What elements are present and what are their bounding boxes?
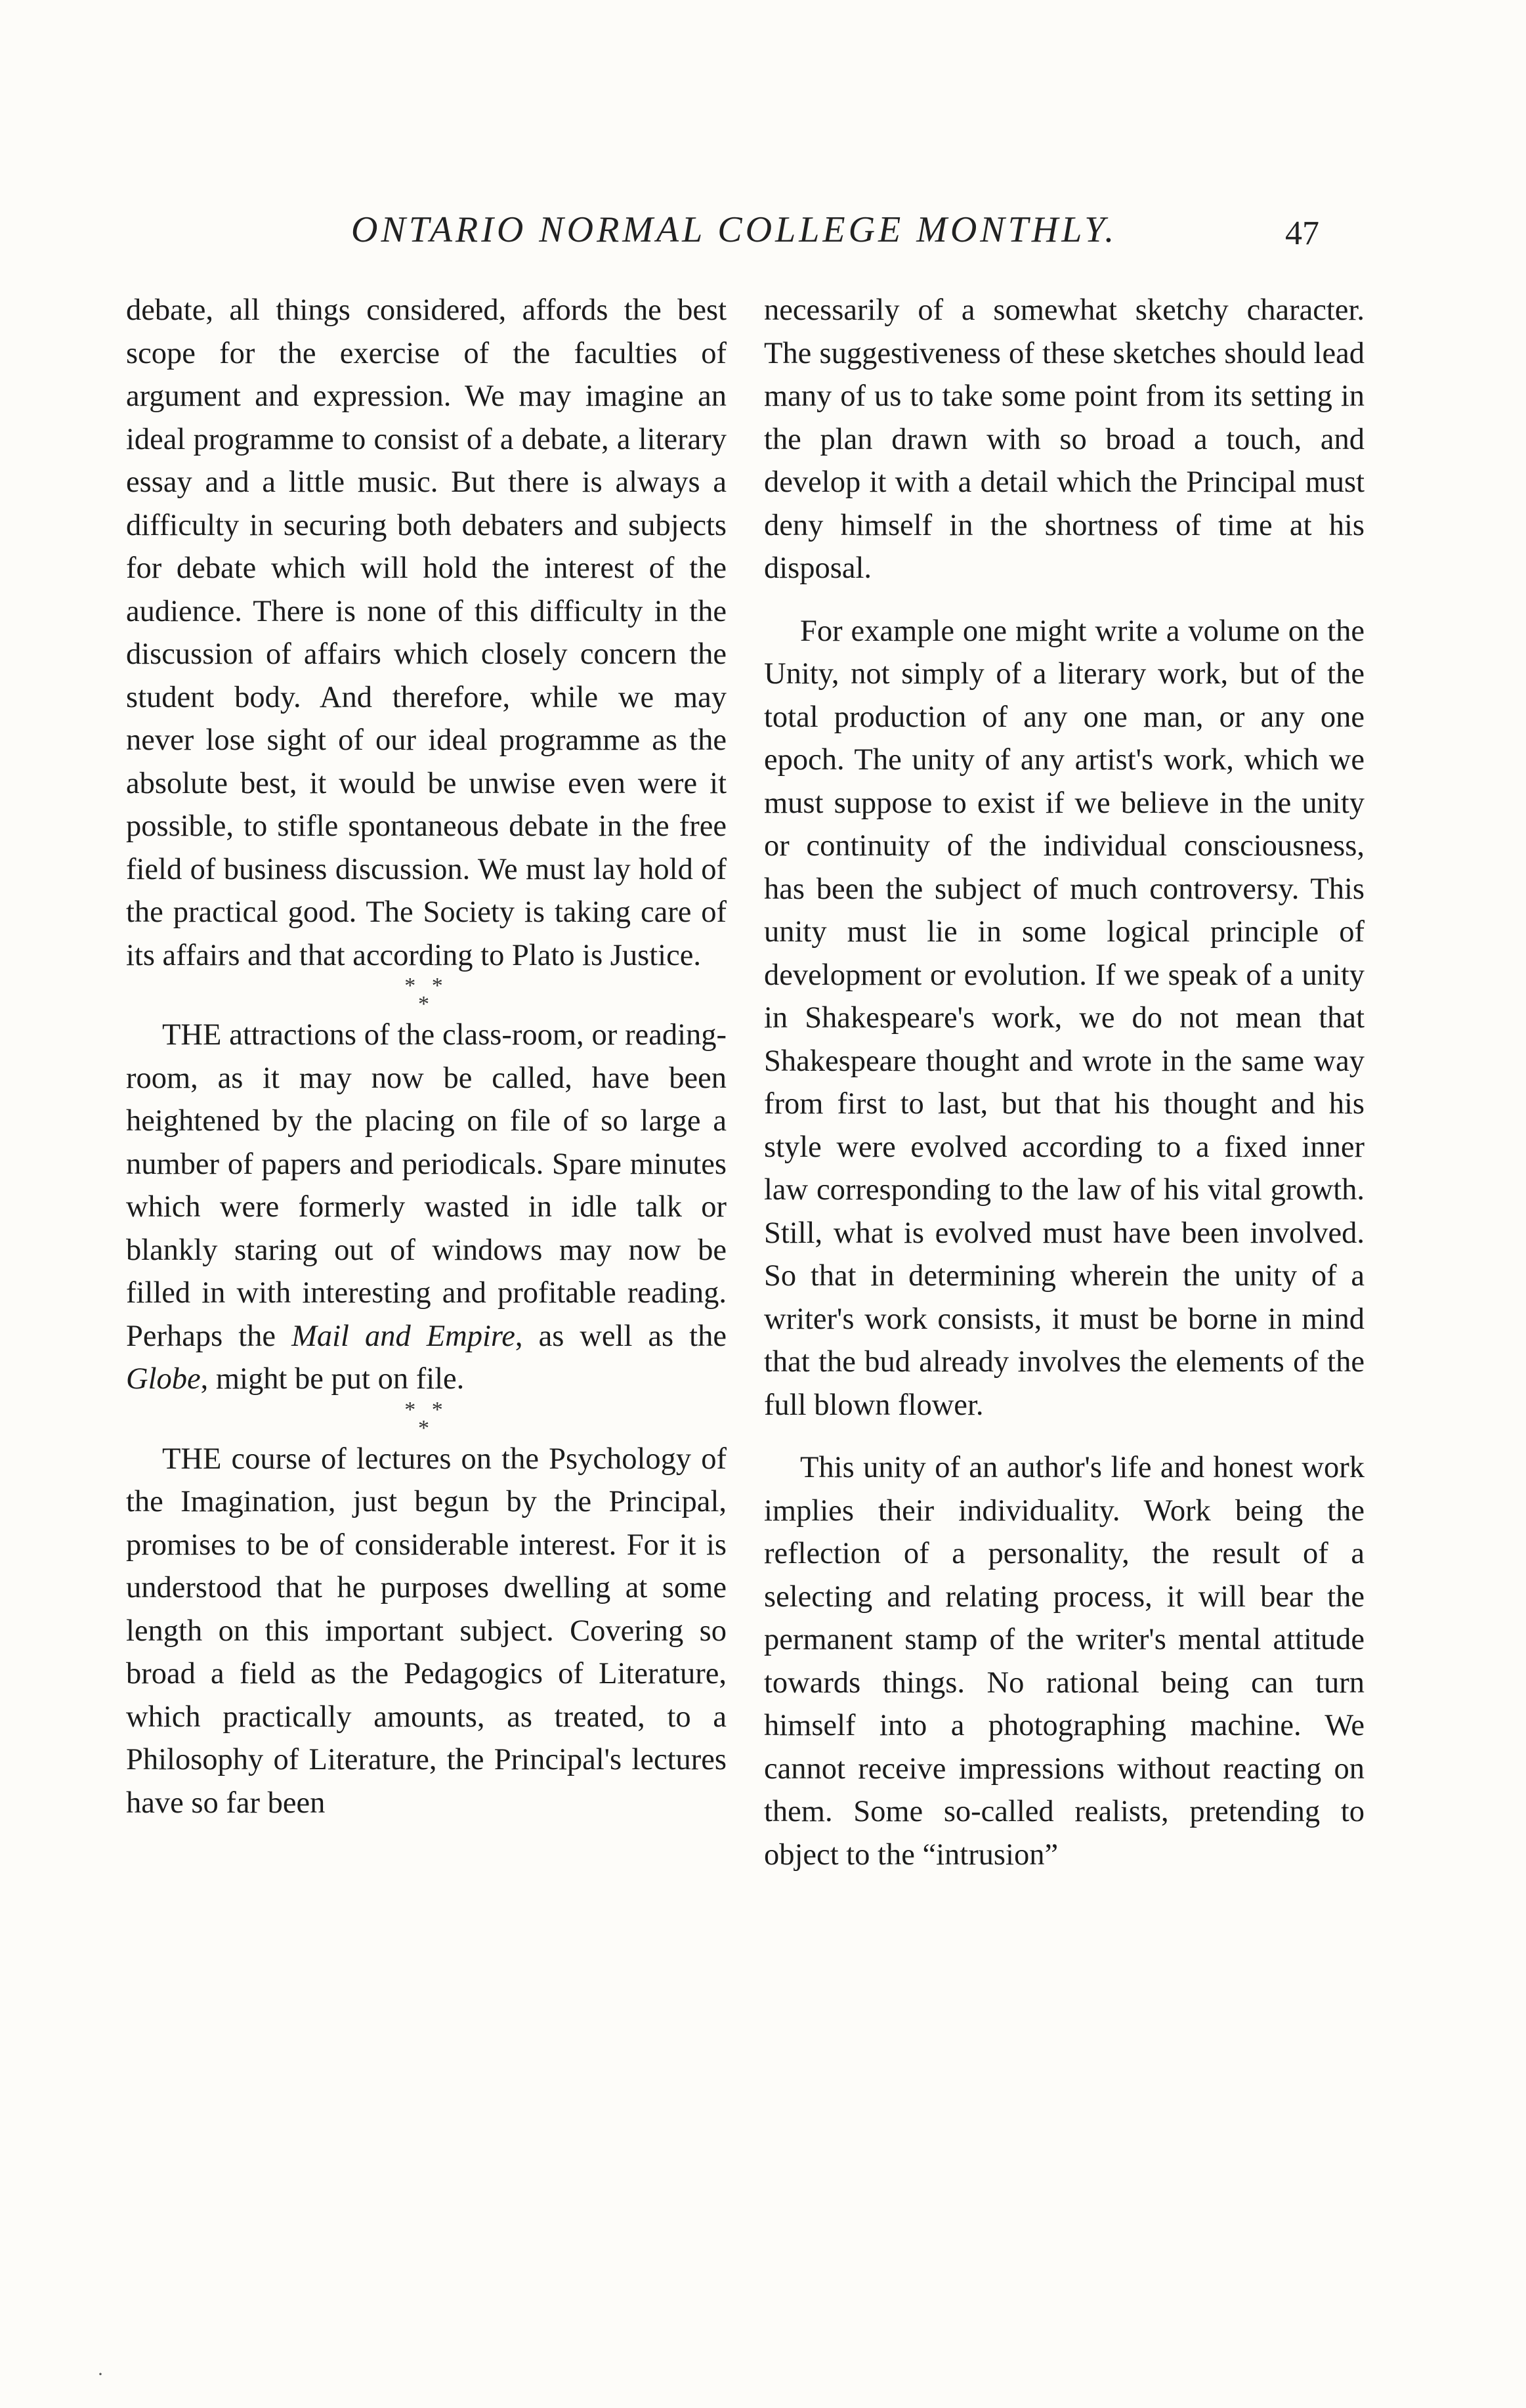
paragraph-debate: debate, all things considered, affords the best scope for the exercise of the faculties of argument and expression. We may imagine an ideal programme to consist of a debate, a literary essay and a little music. But there is always a difficulty in securing both debaters and subjects for debate which will hold the interest of the audience. There is none of this difficulty in the discussion of affairs which closely concern the student body. And therefore, while we may never lose sight of our ideal programme as the absolute best, it would be unwise even were it possible, to stifle spontaneous debate in the free field of business discussion. We must lay hold of the practical good. The Society is taking care of its affairs and that according to Plato is Justice.	[126, 293, 727, 972]
paragraph-sketches: necessarily of a somewhat sketchy character. The suggestiveness of these sketches should lead many of us to take some point from its setting in the plan drawn with so broad a touch, and develop it with a detail which the Principal must deny himself in the shortness of time at his disposal.	[764, 293, 1365, 585]
running-title: ONTARIO NORMAL COLLEGE MONTHLY.	[351, 209, 1118, 250]
paragraph-text: course of lectures on the Psychology of the Imagination, just begun by the Principal, promises to be of considerable interest. For it is understood that he purposes dwelling at some length on this important subject. Covering so broad a field as the Pedagogics of Literature, which practically amounts, as treated, to a Philosophy of Literature, the Principal's lectures have so far been	[126, 1442, 727, 1820]
paragraph-reading-room	[126, 1014, 727, 1401]
page-number: 47	[1285, 215, 1319, 252]
section-separator: * * *	[404, 1397, 448, 1440]
print-mark: ·	[97, 2363, 104, 2385]
lead-word: THE	[162, 1442, 222, 1476]
newspaper-title: Mail and Empire	[291, 1319, 515, 1353]
right-column	[764, 289, 1365, 1876]
section-separator: * * *	[404, 974, 448, 1016]
paragraph-lectures	[126, 1438, 727, 1825]
newspaper-title: Globe	[126, 1362, 201, 1396]
paragraph-unity: For example one might write a volume on the Unity, not simply of a literary work, but of the total production of any one man, or any one epoch. The unity of any artist's work, which we must suppose to exist if we believe in the unity or continuity of the individual consciousness, has been the subject of much controversy. This unity must lie in some logical principle of development or evolution. If we speak of a unity in Shakespeare's work, we do not mean that Shakespeare thought and wrote in the same way from first to last, but that his thought and his style were evolved according to a fixed inner law corresponding to the law of his vital growth. Still, what is evolved must have been involved. So that in determining wherein the unity of a writer's work consists, it must be borne in mind that the bud already involves the elements of the full blown flower.	[764, 614, 1365, 1422]
paragraph-text: , as well as the	[515, 1319, 727, 1353]
page-header	[0, 209, 1526, 261]
paragraph-text: , might be put on file.	[200, 1362, 465, 1396]
lead-word: THE	[162, 1018, 222, 1052]
paragraph-individuality: This unity of an author's life and honest work implies their individuality. Work being the reflection of a personality, the result of a selecting and relating process, it will bear the permanent stamp of the writer's mental attitude towards things. No rational being can turn himself into a photographing machine. We cannot receive impressions without reacting on them. Some so-called realists, pretending to object to the “intrusion”	[764, 1451, 1365, 1872]
paragraph-text: attractions of the class-room, or reading-room, as it may now be called, have been heightened by the placing on file of so large a number of papers and periodicals. Spare minutes which were formerly wasted in idle talk or blankly staring out of windows may now be filled in with interesting and profitable reading. Perhaps the	[126, 1018, 727, 1353]
left-column	[126, 289, 727, 1824]
